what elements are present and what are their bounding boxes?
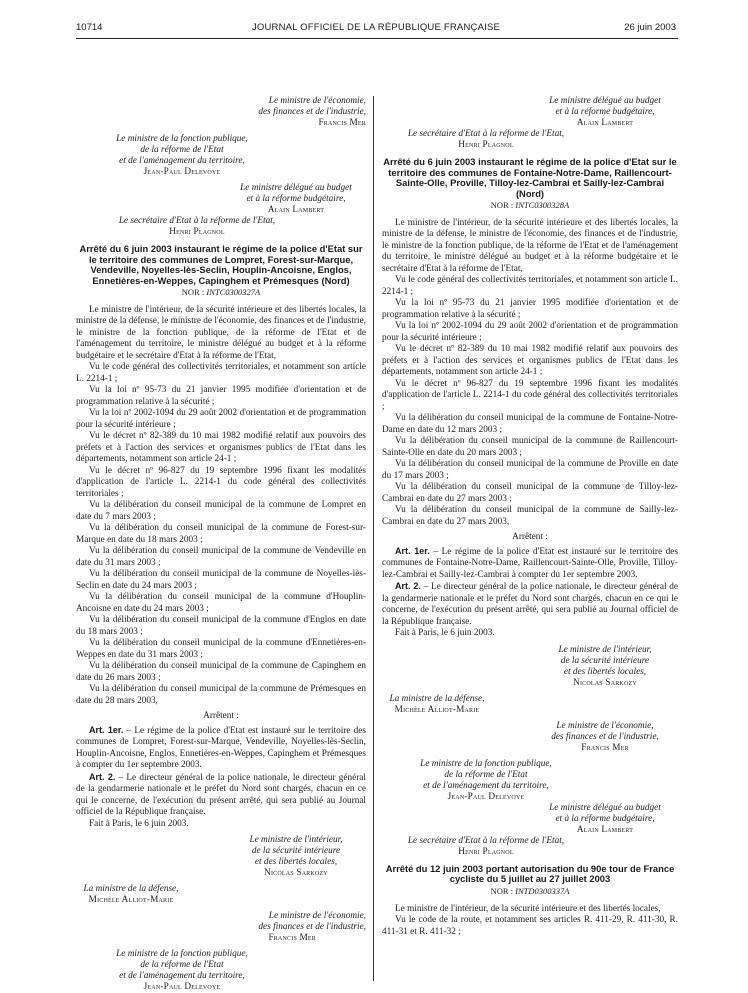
issue-date: 26 juin 2003 bbox=[624, 22, 676, 33]
signature-block bbox=[532, 645, 678, 689]
visa-paragraph: Vu la délibération du conseil municipal de la commune de Tilloy-lez-Cambrai en date du 27 mars 2003 ; bbox=[382, 482, 678, 504]
article-2 bbox=[76, 772, 366, 819]
signature-title-line: et à la réforme budgétaire, bbox=[246, 194, 346, 204]
visa-paragraph: Vu la délibération du conseil municipal de la commune d'Houplin-Ancoisne en date du 24 mars 2003 ; bbox=[76, 592, 366, 614]
nor-reference bbox=[382, 200, 678, 212]
journal-title: JOURNAL OFFICIEL DE LA RÉPUBLIQUE FRANÇAISE bbox=[251, 22, 501, 33]
signature-title-line: Le ministre de l'économie, bbox=[556, 720, 654, 731]
signature-title-line: de la réforme de l'Etat bbox=[140, 960, 224, 971]
visa-paragraph: Vu le décret nº 96-827 du 19 septembre 1996 fixant les modalités d'application de l'article L. 2214-1 du code général des collectivités territoriales ; bbox=[382, 378, 678, 412]
article-2-text: – Le directeur général de la police nationale, le directeur général de la gendarmerie nationale et le préfet du Nord sont chargés, chacun en ce qui le concerne, de l'exécution du présent arrêté, qui sera publié au Journal officiel de la République française. bbox=[382, 582, 678, 627]
signature-title-line: et de l'aménagement du territoire, bbox=[119, 156, 245, 166]
signature-title-line: de la sécurité intérieure bbox=[560, 655, 650, 666]
signatory-name: Jean-Paul Delevoye bbox=[447, 791, 525, 802]
signature-title-line: et de l'aménagement du territoire, bbox=[119, 971, 245, 982]
signature-block bbox=[382, 836, 586, 858]
visa-paragraph: Vu la délibération du conseil municipal de la commune de Vendeville en date du 31 mars 2003 ; bbox=[76, 546, 366, 568]
visa-paragraph: Vu la délibération du conseil municipal de la commune d'Englos en date du 18 mars 2003 ; bbox=[76, 615, 366, 637]
signatory-name: Alain Lambert bbox=[267, 205, 325, 215]
visa-paragraph: Vu la délibération du conseil municipal de la commune de Forest-sur-Marque en date du 18 mars 2003 ; bbox=[76, 523, 366, 545]
signature-title-line: de la réforme de l'Etat bbox=[444, 769, 528, 780]
signature-title-line: des finances et de l'industrie, bbox=[258, 922, 366, 933]
signature-block bbox=[532, 96, 678, 129]
nor-code: INTC0300328A bbox=[515, 200, 570, 211]
signature-title-line: et des libertés locales, bbox=[563, 666, 647, 677]
visa-paragraph: Vu la loi nº 95-73 du 21 janvier 1995 modifiée d'orientation et de programmation relative à la sécurité ; bbox=[76, 385, 366, 407]
visa-paragraph: Vu la délibération du conseil municipal de la commune de Proville en date du 17 mars 2003 ; bbox=[382, 459, 678, 481]
visa-paragraph: Vu la délibération du conseil municipal de la commune de Sailly-lez-Cambrai en date du 27 mars 2003, bbox=[382, 505, 678, 527]
decree-title: Arrêté du 6 juin 2003 instaurant le régime de la police d'Etat sur le territoire des communes de Fontaine-Notre-Dame, Raillencourt-Sainte-Olle, Proville, Tilloy-lez-Cambrai et Sailly-lez-Cambrai (Nord) bbox=[383, 156, 677, 199]
visa-paragraph: Vu la loi nº 95-73 du 21 janvier 1995 modifiée d'orientation et de programmation relative à la sécurité ; bbox=[382, 298, 678, 320]
visa-paragraph: Vu le décret nº 96-827 du 19 septembre 1996 fixant les modalités d'application de l'article L. 2214-1 du code général des collectivités territoriales ; bbox=[76, 465, 366, 499]
signature-block bbox=[76, 911, 366, 944]
signature-block bbox=[532, 803, 678, 836]
nor-label: NOR : bbox=[490, 886, 513, 897]
article-1 bbox=[382, 546, 678, 582]
signatory-name: Jean-Paul Delevoye bbox=[143, 982, 221, 993]
signatory-name: Alain Lambert bbox=[576, 824, 634, 835]
signature-block bbox=[76, 134, 282, 178]
signature-block bbox=[226, 835, 366, 879]
preamble-paragraph: Le ministre de l'intérieur, de la sécurité intérieure et des libertés locales, bbox=[395, 903, 661, 914]
visa-paragraph: Vu la délibération du conseil municipal de la commune de Fontaine-Notre-Dame en date du 12 mars 2003 ; bbox=[382, 413, 678, 435]
signatory-name: Michèle Alliot-Marie bbox=[88, 895, 174, 906]
visa-paragraph: Vu la délibération du conseil municipal de la commune de Prémesques en date du 28 mars 2003, bbox=[76, 684, 366, 706]
visa-paragraph: Vu le code général des collectivités territoriales, et notamment son article L. 2214-1 ; bbox=[76, 362, 366, 384]
article-1-text: – Le régime de la police d'Etat est instauré sur le territoire des communes de Fontaine-Notre-Dame, Raillencourt-Sainte-Olle, Proville, Tilloy-lez-Cambrai et Sailly-lez-Cambrai à compter du 1er septembre 2003. bbox=[382, 546, 678, 580]
article-2-text: – Le directeur général de la police nationale, le directeur général de la gendarmerie nationale et le préfet du Nord sont chargés, chacun en ce qui le concerne, de l'exécution du présent arrêté, qui sera publié au Journal officiel de la République française. bbox=[76, 772, 366, 818]
signature-block bbox=[226, 183, 366, 216]
article-1 bbox=[76, 725, 366, 772]
visa-paragraph: Vu le code général des collectivités territoriales, et notamment son article L. 2214-1 ; bbox=[382, 275, 678, 297]
signature-title-line: Le secrétaire d'Etat à la réforme de l'Etat, bbox=[407, 835, 565, 846]
column-divider bbox=[373, 96, 374, 981]
visa-paragraph: Vu la délibération du conseil municipal de la commune d'Ennetières-en-Weppes en date du 31 mars 2003 ; bbox=[76, 638, 366, 660]
nor-code: INTC0300327A bbox=[206, 287, 261, 298]
signature-block bbox=[76, 96, 366, 129]
signatory-name: Michèle Alliot-Marie bbox=[394, 704, 480, 715]
signature-title-line: Le ministre délégué au budget bbox=[549, 96, 661, 106]
visa-paragraph: Vu la délibération du conseil municipal de la commune de Capinghem en date du 26 mars 2003 ; bbox=[76, 661, 366, 683]
signature-title-line: et de l'aménagement du territoire, bbox=[423, 780, 549, 791]
visa-paragraph: Vu la délibération du conseil municipal de la commune de Raillencourt-Sainte-Olle en date du 20 mars 2003 ; bbox=[382, 436, 678, 458]
fait-a-paris: Fait à Paris, le 6 juin 2003. bbox=[89, 818, 189, 829]
signature-title-line: et à la réforme budgétaire, bbox=[555, 107, 655, 117]
signature-title-line: Le secrétaire d'Etat à la réforme de l'Etat, bbox=[118, 216, 276, 226]
article-1-text: – Le régime de la police d'Etat est instauré sur le territoire des communes de Lompret, Forest-sur-Marque, Vendeville, Noyelles-lès-Seclin, Houplin-Ancoisne, Englos, Ennetières-en-Weppes, Capinghem et Prémesques à compter du 1er septembre 2003. bbox=[76, 725, 366, 771]
visa-paragraph: Vu la loi nº 2002-1094 du 29 août 2002 d'orientation et de programmation pour la sécurité intérieure ; bbox=[382, 321, 678, 343]
signature-block bbox=[76, 216, 312, 238]
article-2 bbox=[382, 581, 678, 628]
arretent-heading: Arrêtent : bbox=[512, 532, 548, 543]
signature-title-line: et à la réforme budgétaire, bbox=[555, 813, 655, 824]
signatory-name: Nicolas Sarkozy bbox=[573, 677, 637, 688]
signatory-name: Nicolas Sarkozy bbox=[264, 868, 328, 879]
article-1-label: Art. 1er. bbox=[395, 545, 430, 556]
left-column bbox=[76, 96, 366, 993]
visa-paragraph: Vu le décret nº 82-389 du 10 mai 1982 modifié relatif aux pouvoirs des préfets et à l'action des services et organismes publics de l'Etat dans les départements, notamment son article 24-1 ; bbox=[76, 431, 366, 465]
signature-block bbox=[382, 694, 492, 716]
article-1-label: Art. 1er. bbox=[89, 724, 124, 735]
signatory-name: Henri Plagnol bbox=[169, 227, 225, 237]
signatory-name: Henri Plagnol bbox=[458, 846, 514, 857]
visa-paragraph: Vu la délibération du conseil municipal de la commune de Noyelles-lès-Seclin en date du 24 mars 2003 ; bbox=[76, 569, 366, 591]
article-2-label: Art. 2. bbox=[395, 581, 421, 592]
page-header bbox=[76, 22, 676, 38]
signature-title-line: Le ministre de la fonction publique, bbox=[116, 949, 248, 960]
signature-title-line: Le ministre de l'intérieur, bbox=[249, 835, 343, 846]
signatory-name: Henri Plagnol bbox=[458, 140, 514, 150]
right-column bbox=[382, 96, 678, 938]
nor-label: NOR : bbox=[181, 287, 205, 298]
visa-paragraph: Vu le code de la route, et notamment ses articles R. 411-29, R. 411-30, R. 411-31 et R. 411-32 ; bbox=[382, 915, 678, 937]
signatory-name: Francis Mer bbox=[268, 933, 316, 944]
signature-title-line: et des libertés locales, bbox=[254, 857, 338, 868]
signature-title-line: de la sécurité intérieure bbox=[251, 846, 341, 857]
signatory-name: Jean-Paul Delevoye bbox=[143, 167, 221, 177]
signature-block bbox=[382, 759, 586, 803]
page-number: 10714 bbox=[76, 22, 103, 33]
signature-title-line: Le ministre délégué au budget bbox=[240, 183, 352, 193]
signature-title-line: Le ministre de l'économie, bbox=[268, 911, 366, 922]
decree-title: Arrêté du 12 juin 2003 portant autorisation du 90e tour de France cycliste du 5 juillet au 27 juillet 2003 bbox=[385, 862, 675, 885]
fait-a-paris: Fait à Paris, le 6 juin 2003. bbox=[395, 628, 495, 639]
signature-title-line: La ministre de la défense, bbox=[389, 693, 485, 704]
nor-label: NOR : bbox=[490, 200, 514, 211]
decree-title: Arrêté du 6 juin 2003 instaurant le régime de la police d'Etat sur le territoire des communes de Lompret, Forest-sur-Marque, Vendeville, Noyelles-lès-Seclin, Houplin-Ancoisne, Englos, Ennetières-en-Weppes, Capinghem et Prémesques (Nord) bbox=[79, 243, 363, 286]
signatory-name: Alain Lambert bbox=[576, 118, 634, 128]
visa-paragraph: Vu la délibération du conseil municipal de la commune de Lompret en date du 7 mars 2003 ; bbox=[76, 500, 366, 522]
signature-block bbox=[76, 884, 186, 906]
arretent-heading: Arrêtent : bbox=[203, 711, 239, 722]
signature-title-line: de la réforme de l'Etat bbox=[140, 145, 224, 155]
signature-title-line: Le ministre délégué au budget bbox=[549, 802, 661, 813]
signature-block bbox=[532, 721, 678, 754]
signature-block bbox=[382, 129, 586, 151]
nor-reference bbox=[382, 886, 678, 898]
signature-title-line: La ministre de la défense, bbox=[83, 884, 179, 895]
nor-code: INTD0300337A bbox=[515, 886, 570, 897]
preamble-paragraph: Le ministre de l'intérieur, de la sécurité intérieure et des libertés locales, la ministre de la défense, le ministre de l'économie, des finances et de l'industrie, le ministre de la fonction publique, de la réforme de l'Etat et de l'aménagement du territoire, le ministre délégué au budget et à la réforme budgétaire et le secrétaire d'Etat à la réforme de l'Etat, bbox=[76, 304, 366, 361]
signature-title-line: Le ministre de l'intérieur, bbox=[558, 644, 652, 655]
signature-title-line: Le ministre de la fonction publique, bbox=[116, 134, 248, 144]
signature-block bbox=[76, 949, 282, 993]
signatory-name: Francis Mer bbox=[318, 118, 366, 128]
signature-title-line: des finances et de l'industrie, bbox=[258, 107, 366, 117]
header-rule bbox=[76, 38, 678, 39]
nor-reference bbox=[76, 287, 366, 299]
visa-paragraph: Vu la loi nº 2002-1094 du 29 août 2002 d'orientation et de programmation pour la sécurité intérieure ; bbox=[76, 408, 366, 430]
preamble-paragraph: Le ministre de l'intérieur, de la sécurité intérieure et des libertés locales, la ministre de la défense, le ministre de l'économie, des finances et de l'industrie, le ministre de la fonction publique, de la réforme de l'Etat et de l'aménagement du territoire, le ministre délégué au budget et à la réforme budgétaire et le secrétaire d'Etat à la réforme de l'Etat, bbox=[382, 217, 678, 274]
signature-title-line: Le ministre de la fonction publique, bbox=[420, 758, 552, 769]
article-2-label: Art. 2. bbox=[89, 771, 116, 782]
signatory-name: Francis Mer bbox=[581, 742, 629, 753]
signature-title-line: Le ministre de l'économie, bbox=[268, 96, 366, 106]
signature-title-line: des finances et de l'industrie, bbox=[551, 731, 659, 742]
signature-title-line: Le secrétaire d'Etat à la réforme de l'Etat, bbox=[407, 129, 565, 139]
visa-paragraph: Vu le décret nº 82-389 du 10 mai 1982 modifié relatif aux pouvoirs des préfets et à l'action des services et organismes publics de l'Etat dans les départements, notamment son article 24-1 ; bbox=[382, 344, 678, 378]
